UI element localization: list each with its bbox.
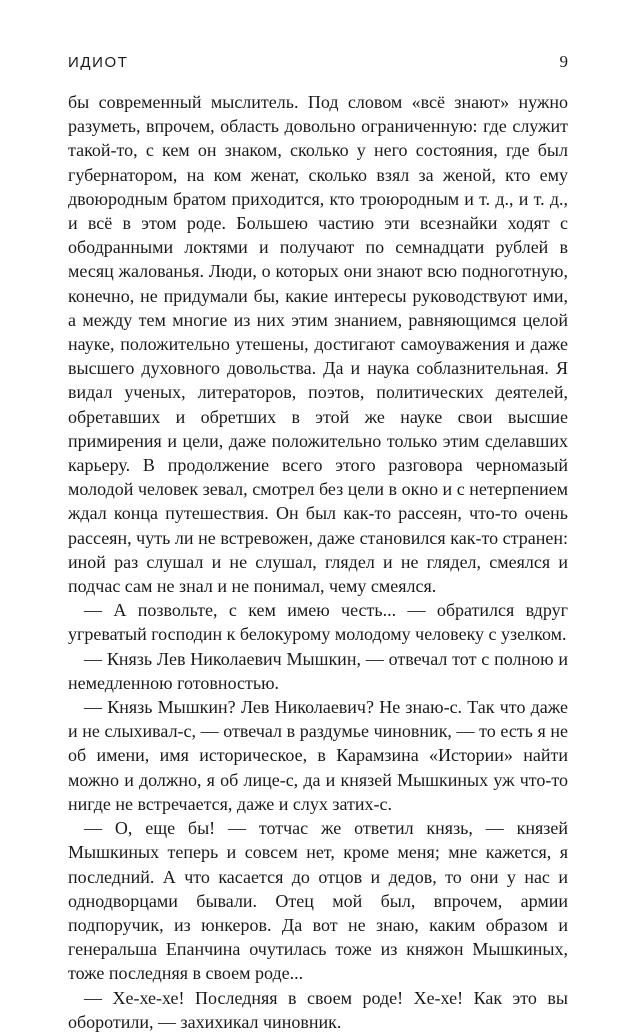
running-head <box>68 52 568 74</box>
page-number: 9 <box>559 52 568 71</box>
paragraph-dialogue: — Князь Мышкин? Лев Николаевич? Не знаю-с. Так что даже и не слыхивал-с, — отвечал в раздумье чиновник, — то есть я не об имени, имя историческое, в Карамзина «Истории» найти можно и должно, я об лице-с, да и князей Мышкиных уж что-то нигде не встречается, даже и слух затих-с. <box>68 697 568 814</box>
paragraph-narration: бы современный мыслитель. Под словом «всё знают» нужно разуметь, впрочем, область довольно ограниченную: где служит такой-то, с кем он знаком, сколько у него состояния, где был губернатором, на ком женат, сколько взял за женой, кто ему двоюродным братом приходится, кто троюродным и т. д., и т. д., и всё в этом роде. Большею частию эти всезнайки ходят с ободранными локтями и получают по семнадцати рублей в месяц жалованья. Люди, о которых они знают всю подноготную, конечно, не придумали бы, какие интересы руководствуют ими, а между тем многие из них этим знанием, равняющимся целой науке, положительно утешены, достигают самоуважения и даже высшего духовного довольства. Да и наука соблазнительная. Я видал ученых, литераторов, поэтов, политических деятелей, обретавших и обретших в этой же науке свои высшие примирения и цели, даже положительно только этим сделавших карьеру. В продолжение всего этого разговора черномазый молодой человек зевал, смотрел без цели в окно и с нетерпением ждал конца путешествия. Он был как-то рассеян, что-то очень рассеян, чуть ли не встревожен, даже становился как-то странен: иной раз слушал и не слушал, глядел и не глядел, смеялся и подчас сам не знал и не понимал, чему смеялся. <box>68 92 568 597</box>
paragraph-dialogue: — Хе-хе-хе! Последняя в своем роде! Хе-хе! Как это вы оборотили, — захихикал чиновник. <box>68 987 568 1032</box>
paragraph-dialogue: — А позвольте, с кем имею честь... — обратился вдруг угреватый господин к белокурому молодому человеку с узелком. <box>68 600 568 645</box>
paragraph-dialogue: — Князь Лев Николаевич Мышкин, — отвечал тот с полною и немедленною готовностью. <box>68 648 568 693</box>
paragraph-dialogue: — О, еще бы! — тотчас же ответил князь, — князей Мышкиных теперь и совсем нет, кроме меня; мне кажется, я последний. А что касается до отцов и дедов, то они у нас и однодворцами бывали. Отец мой был, впрочем, армии подпоручик, из юнкеров. Да вот не знаю, каким образом и генеральша Епанчина очутилась тоже из княжон Мышкиных, тоже последняя в своем роде... <box>68 818 568 984</box>
running-title: ИДИОТ <box>68 54 129 71</box>
page-body <box>68 90 568 1034</box>
